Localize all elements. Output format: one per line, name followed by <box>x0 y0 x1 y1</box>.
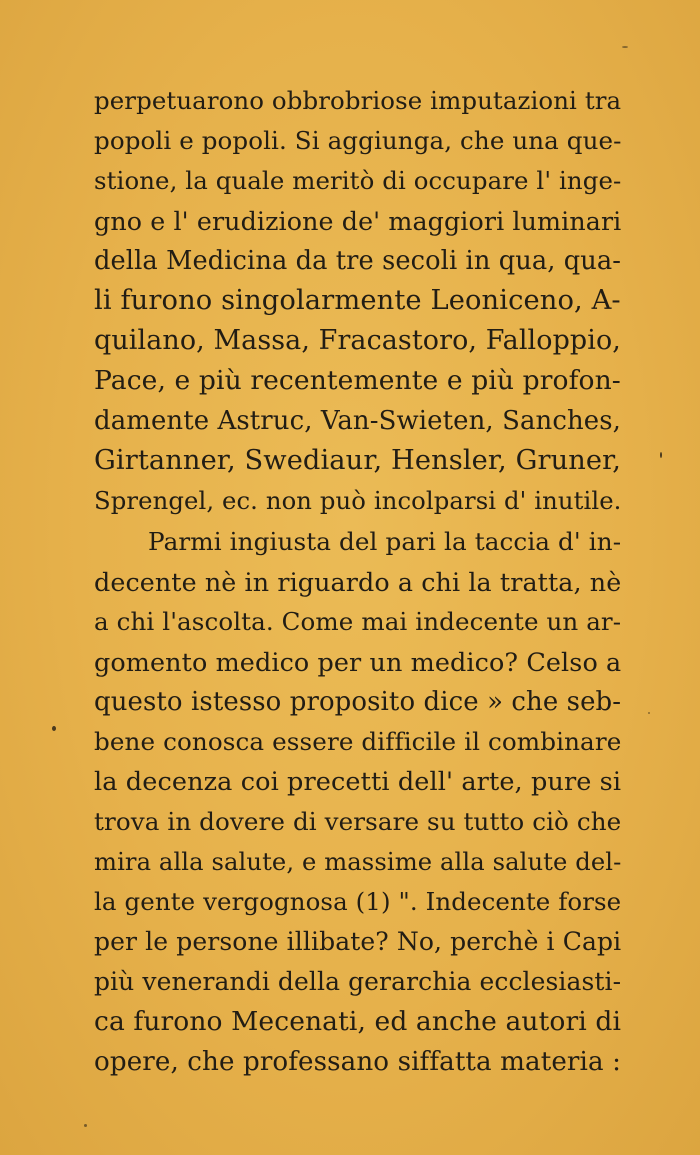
text-line: questo istesso proposito dice » che seb- <box>94 687 622 717</box>
text-line: gno e l' erudizione de' maggiori luminari <box>94 206 622 236</box>
text-line: della Medicina da tre secoli in qua, qua- <box>94 246 622 276</box>
ink-speck <box>52 726 56 731</box>
text-line: più venerandi della gerarchia ecclesiasti- <box>94 967 622 996</box>
text-line: mira alla salute, e massime alla salute del- <box>94 848 622 876</box>
text-line: la decenza coi precetti dell' arte, pure si <box>94 767 622 797</box>
text-line: trova in dovere di versare su tutto ciò che <box>94 807 622 836</box>
text-line: decente nè in riguardo a chi la tratta, nè <box>94 567 622 597</box>
text-line: gomento medico per un medico? Celso a <box>94 647 622 677</box>
text-line: damente Astruc, Van-Swieten, Sanches, <box>94 406 621 436</box>
text-line: a chi l'ascolta. Come mai indecente un ar- <box>94 607 622 636</box>
text-line: Parmi ingiusta del pari la taccia d' in- <box>148 527 622 556</box>
text-line: la gente vergognosa (1) ". Indecente forse <box>94 887 622 916</box>
text-line: opere, che professano siffatta materia : <box>94 1047 622 1077</box>
text-line: popoli e popoli. Si aggiunga, che una que- <box>94 126 622 155</box>
text-line: Sprengel, ec. non può incolparsi d' inutile. <box>94 486 622 515</box>
text-line: li furono singolarmente Leoniceno, A- <box>94 285 621 316</box>
text-line: per le persone illibate? No, perchè i Capi <box>94 927 622 956</box>
text-line: quilano, Massa, Fracastoro, Falloppio, <box>94 325 621 356</box>
ink-speck <box>622 46 628 48</box>
text-line: Girtanner, Swediaur, Hensler, Gruner, <box>94 445 622 476</box>
ink-speck <box>648 712 650 714</box>
text-line: bene conosca essere difficile il combinare <box>94 727 622 756</box>
text-line: perpetuarono obbrobriose imputazioni tra <box>94 86 622 115</box>
text-line: Pace, e più recentemente e più profon- <box>94 365 621 396</box>
text-line: ca furono Mecenati, ed anche autori di <box>94 1006 622 1037</box>
text-line: stione, la quale meritò di occupare l' inge- <box>94 166 622 195</box>
ink-speck <box>660 452 662 458</box>
ink-speck <box>84 1124 87 1127</box>
